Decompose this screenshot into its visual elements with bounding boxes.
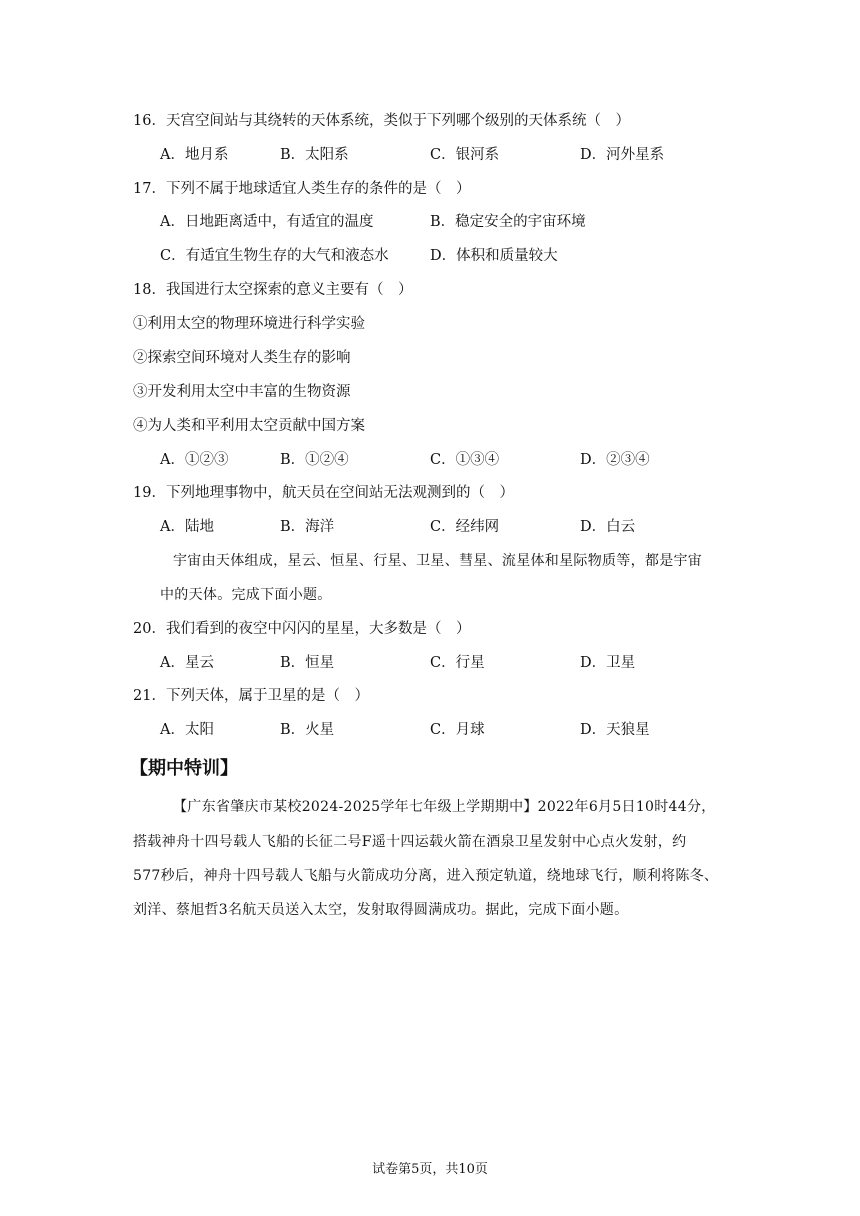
option-a: A．①②③	[160, 452, 229, 468]
option-a: A．星云	[160, 655, 214, 671]
option-a: A．太阳	[160, 722, 214, 738]
option-d: D．卫星	[580, 655, 636, 671]
option-a: A．日地距离适中，有适宜的温度	[160, 214, 374, 230]
option-a: A．地月系	[160, 147, 229, 163]
question-21-stem: 21．下列天体，属于卫星的是（ ）	[133, 688, 369, 704]
passage-line: 577秒后，神舟十四号载人飞船与火箭成功分离，进入预定轨道，绕地球飞行，顺利将陈冬、	[133, 868, 719, 884]
statement-2: ②探索空间环境对人类生存的影响	[133, 350, 351, 366]
passage-line: 宇宙由天体组成，星云、恒星、行星、卫星、彗星、流星体和星际物质等，都是宇宙	[173, 553, 703, 569]
statement-4: ④为人类和平利用太空贡献中国方案	[133, 418, 365, 434]
option-c: C．银河系	[430, 147, 500, 163]
option-c: C．行星	[430, 655, 485, 671]
option-d: D．天狼星	[580, 722, 650, 738]
option-d: D．体积和质量较大	[430, 248, 558, 264]
page-footer: 试卷第5页，共10页	[372, 1162, 488, 1177]
passage-line: 搭载神舟十四号载人飞船的长征二号F遥十四运载火箭在酒泉卫星发射中心点火发射，约	[133, 834, 687, 850]
option-b: B．太阳系	[280, 147, 349, 163]
option-d: D．②③④	[580, 452, 650, 468]
option-b: B．恒星	[280, 655, 335, 671]
section-heading: 【期中特训】	[130, 758, 238, 779]
passage-line: 中的天体。完成下面小题。	[160, 587, 332, 603]
option-d: D．白云	[580, 519, 636, 535]
statement-1: ①利用太空的物理环境进行科学实验	[133, 316, 365, 332]
question-16-stem: 16．天宫空间站与其绕转的天体系统，类似于下列哪个级别的天体系统（ ）	[133, 113, 630, 129]
option-b: B．火星	[280, 722, 335, 738]
question-20-stem: 20．我们看到的夜空中闪闪的星星，大多数是（ ）	[133, 621, 471, 637]
option-c: C．①③④	[430, 452, 500, 468]
option-a: A．陆地	[160, 519, 214, 535]
question-19-stem: 19．下列地理事物中，航天员在空间站无法观测到的（ ）	[133, 485, 514, 501]
passage-line: 刘洋、蔡旭哲3名航天员送入太空，发射取得圆满成功。据此，完成下面小题。	[133, 902, 629, 918]
question-17-stem: 17．下列不属于地球适宜人类生存的条件的是（ ）	[133, 181, 471, 197]
statement-3: ③开发利用太空中丰富的生物资源	[133, 384, 351, 400]
question-18-stem: 18．我国进行太空探索的意义主要有（ ）	[133, 282, 413, 298]
option-c: C．经纬网	[430, 519, 500, 535]
option-c: C．有适宜生物生存的大气和液态水	[160, 248, 389, 264]
option-b: B．①②④	[280, 452, 349, 468]
passage-line: 【广东省肇庆市某校2024-2025学年七年级上学期期中】2022年6月5日10时44分，	[173, 799, 716, 815]
option-c: C．月球	[430, 722, 485, 738]
option-b: B．海洋	[280, 519, 335, 535]
option-b: B．稳定安全的宇宙环境	[430, 214, 586, 230]
option-d: D．河外星系	[580, 147, 665, 163]
